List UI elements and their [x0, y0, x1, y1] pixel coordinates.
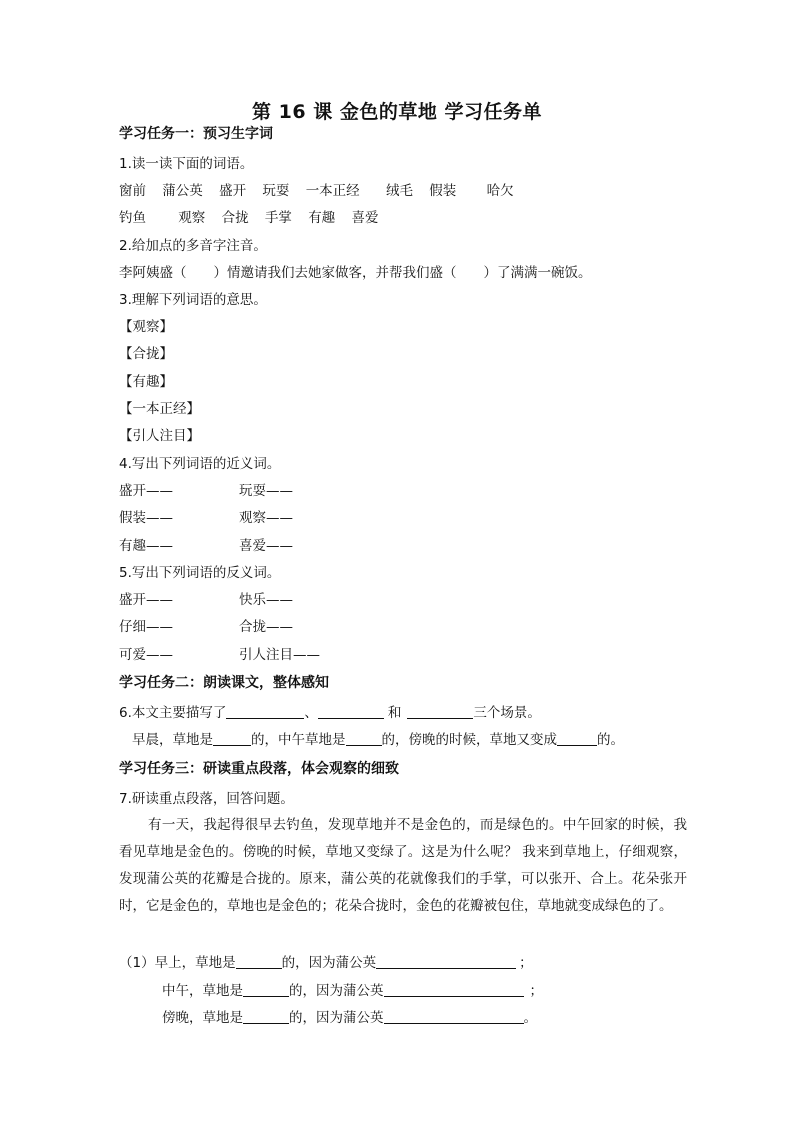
answer-blank[interactable] [346, 731, 382, 746]
q4-label: 4.写出下列词语的近义词。 [119, 456, 281, 472]
q3-term: 【一本正经】 [119, 401, 200, 417]
q1-word-row-1 [119, 182, 526, 200]
q3-term: 【有趣】 [119, 374, 173, 390]
word: 蒲公英 [162, 183, 203, 199]
q7-text: ； [529, 983, 543, 999]
sub-question-number: （1） [119, 955, 155, 971]
word: 盛开 [219, 183, 247, 199]
q6-text: 6.本文主要描写了 [119, 705, 227, 721]
q5-row [119, 646, 320, 664]
q1-label: 1.读一读下面的词语。 [119, 156, 254, 172]
q7-text: 的，因为蒲公英 [289, 983, 384, 999]
q3-term: 【观察】 [119, 319, 173, 335]
word: 钓鱼 [119, 210, 146, 226]
q5-label: 5.写出下列词语的反义词。 [119, 565, 281, 581]
q3-term: 【引人注目】 [119, 428, 200, 444]
q1-word-row-2 [119, 209, 390, 227]
q7-text: 早上，草地是 [154, 955, 236, 971]
q5-item: 引人注目—— [239, 647, 320, 663]
q6-text: 的，傍晚的时候，草地又变成 [381, 732, 557, 748]
q7-text: ； [519, 955, 533, 971]
word: 窗前 [119, 183, 146, 199]
q5-item: 可爱—— [119, 647, 173, 663]
q2-sentence: 李阿姨盛（ ）情邀请我们去她家做客，并帮我们盛（ ）了满满一碗饭。 [119, 265, 592, 281]
answer-blank[interactable] [226, 704, 304, 719]
answer-blank[interactable] [213, 731, 251, 746]
q7-text: 的，因为蒲公英 [281, 955, 377, 971]
q7-sub-row [162, 1009, 537, 1027]
q7-sub-row [119, 954, 533, 972]
task2-heading: 学习任务二：朗读课文，整体感知 [119, 675, 329, 691]
q4-item: 有趣—— [119, 538, 173, 554]
q5-item: 盛开—— [119, 592, 173, 608]
word: 合拢 [221, 210, 249, 226]
answer-blank[interactable] [243, 982, 289, 997]
q4-item: 假装—— [119, 510, 173, 526]
q5-row [119, 618, 293, 636]
task1-heading: 学习任务一：预习生字词 [119, 126, 273, 142]
answer-blank[interactable] [384, 982, 524, 997]
task3-heading: 学习任务三：研读重点段落，体会观察的细致 [119, 761, 399, 777]
word: 玩耍 [262, 183, 290, 199]
q6-text: 的，中午草地是 [251, 732, 346, 748]
word: 观察 [178, 210, 206, 226]
q5-item: 快乐—— [239, 592, 293, 608]
q7-text: 的，因为蒲公英 [289, 1010, 384, 1026]
q6-line2 [132, 731, 624, 749]
q2-label: 2.给加点的多音字注音。 [119, 238, 267, 254]
q6-line1 [119, 704, 541, 722]
q3-term: 【合拢】 [119, 346, 173, 362]
q7-text: 中午，草地是 [162, 983, 243, 999]
answer-blank[interactable] [384, 1009, 524, 1024]
reading-passage: 有一天，我起得很早去钓鱼，发现草地并不是金色的，而是绿色的。中午回家的时候，我看见草地是金色的。傍晚的时候，草地又变绿了。这是为什么呢？ 我来到草地上，仔细观察，发现蒲公英的花瓣是合拢的。原来，蒲公英的花就像我们的手掌，可以张开、合上。花朵张开时，它是金色的，草地也是金色的；花朵合拢时，金色的花瓣被包住，草地就变成绿色的了。 [119, 817, 687, 914]
q7-text: 傍晚，草地是 [162, 1010, 243, 1026]
answer-blank[interactable] [243, 1009, 289, 1024]
q7-sub-row [162, 982, 543, 1000]
q6-text: 三个场景。 [473, 705, 541, 721]
word: 假装 [429, 183, 457, 199]
q6-text: 、 [304, 705, 318, 721]
q4-item: 喜爱—— [239, 538, 293, 554]
q7-label: 7.研读重点段落，回答问题。 [119, 791, 294, 807]
q4-row [119, 537, 293, 555]
q4-item: 玩耍—— [239, 483, 293, 499]
q3-label: 3.理解下列词语的意思。 [119, 292, 267, 308]
answer-blank[interactable] [236, 954, 282, 969]
word: 有趣 [308, 210, 336, 226]
q5-item: 仔细—— [119, 619, 173, 635]
word: 绒毛 [385, 183, 413, 199]
answer-blank[interactable] [557, 731, 597, 746]
q5-item: 合拢—— [239, 619, 293, 635]
q4-row [119, 482, 293, 500]
answer-blank[interactable] [376, 954, 516, 969]
answer-blank[interactable] [318, 704, 384, 719]
q5-row [119, 591, 293, 609]
q6-text: 的。 [597, 732, 624, 748]
q4-item: 盛开—— [119, 483, 173, 499]
q6-text: 和 [387, 705, 402, 721]
answer-blank[interactable] [407, 704, 473, 719]
word: 一本正经 [305, 183, 360, 199]
q4-row [119, 509, 293, 527]
q4-item: 观察—— [239, 510, 293, 526]
page-title: 第 16 课 金色的草地 学习任务单 [252, 101, 542, 123]
q7-text: 。 [523, 1010, 537, 1026]
word: 手掌 [264, 210, 292, 226]
q6-text: 早晨，草地是 [132, 732, 213, 748]
word: 喜爱 [351, 210, 379, 226]
word: 哈欠 [486, 183, 514, 199]
